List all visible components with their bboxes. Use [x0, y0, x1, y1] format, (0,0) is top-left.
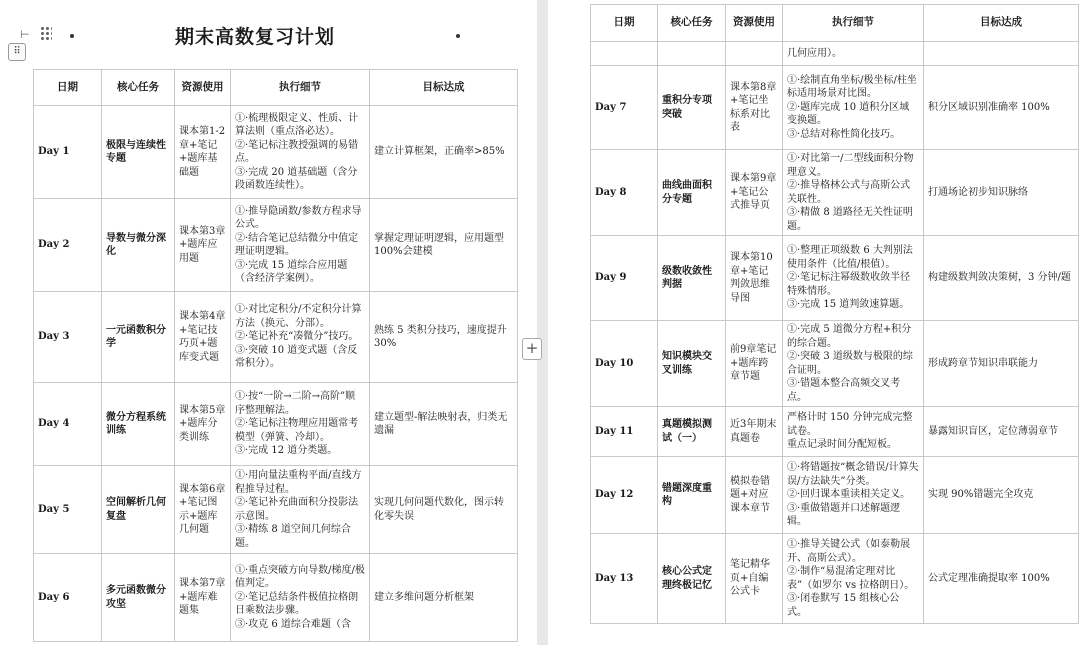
detail-cell[interactable]: [783, 457, 924, 534]
detail-line: ①·完成 5 道微分方程+积分的综合题。: [787, 324, 912, 349]
goal-cell[interactable]: [924, 42, 1079, 66]
header-date: 日期: [34, 70, 102, 106]
resource-cell[interactable]: 课本第5章+题库分类训练: [175, 383, 231, 466]
detail-line: ③·完成 15 道判敛速算题。: [787, 299, 910, 311]
table-move-handle-icon[interactable]: ⠿: [8, 43, 26, 61]
detail-line: ①·推导关键公式（如泰勒展开、高斯公式）。: [787, 539, 911, 564]
day-cell[interactable]: Day 5: [34, 466, 102, 554]
day-cell[interactable]: Day 8: [591, 150, 658, 236]
detail-line: ②·推导格林公式与高斯公式关联性。: [787, 180, 911, 205]
table-row: [34, 106, 518, 199]
detail-line: ②·笔记标注物理应用题常考模型（弹簧、冷却）。: [235, 418, 359, 443]
detail-cell[interactable]: [783, 236, 924, 321]
header-resource: 资源使用: [175, 70, 231, 106]
detail-cell[interactable]: [783, 407, 924, 457]
goal-cell[interactable]: 掌握定理证明逻辑，应用题型 100%会建模: [370, 199, 518, 292]
detail-line: 几何应用）。: [787, 47, 842, 59]
detail-cell[interactable]: [783, 66, 924, 150]
detail-cell[interactable]: [231, 383, 370, 466]
goal-cell[interactable]: 实现几何问题代数化，图示转化零失误: [370, 466, 518, 554]
day-cell[interactable]: Day 3: [34, 292, 102, 383]
title-row: [0, 20, 537, 54]
resource-cell[interactable]: 课本第6章+笔记图示+题库几何题: [175, 466, 231, 554]
study-plan-table-right: [590, 4, 1079, 624]
detail-line: ②·笔记补充“凑微分”技巧。: [235, 331, 359, 343]
resource-cell[interactable]: 课本第3章+题库应用题: [175, 199, 231, 292]
table-body-left: [34, 106, 518, 642]
resource-cell[interactable]: 模拟卷错题+对应课本章节: [726, 457, 783, 534]
table-row: [34, 383, 518, 466]
header-task: 核心任务: [658, 5, 726, 42]
header-resource: 资源使用: [726, 5, 783, 42]
document-page-left: [0, 0, 537, 645]
detail-line: ②·笔记总结条件极值拉格朗日乘数法步骤。: [235, 591, 359, 617]
task-cell[interactable]: 空间解析几何复盘: [102, 466, 175, 554]
header-task: 核心任务: [102, 70, 175, 106]
resource-cell[interactable]: 近3年期末真题卷: [726, 407, 783, 457]
resource-cell[interactable]: 课本第7章+题库难题集: [175, 554, 231, 642]
goal-cell[interactable]: 公式定理准确提取率 100%: [924, 534, 1079, 624]
detail-line: ③·精做 8 道路径无关性证明题。: [787, 207, 913, 232]
detail-line: ①·对比定积分/不定积分计算方法（换元、分部）。: [235, 304, 362, 329]
table-row: [591, 321, 1079, 407]
detail-line: ③·错题本整合高频交叉考点。: [787, 378, 901, 403]
goal-cell[interactable]: 建立多维问题分析框架: [370, 554, 518, 642]
goal-cell[interactable]: 构建级数判敛决策树，3 分钟/题: [924, 236, 1079, 321]
day-cell[interactable]: Day 1: [34, 106, 102, 199]
task-cell[interactable]: 曲线曲面积分专题: [658, 150, 726, 236]
add-table-row-button[interactable]: +: [522, 338, 542, 360]
goal-cell[interactable]: 建立计算框架，正确率>85%: [370, 106, 518, 199]
detail-line: ①·重点突破方向导数/梯度/极值判定。: [235, 564, 365, 590]
detail-cell[interactable]: [231, 554, 370, 642]
task-cell[interactable]: [658, 42, 726, 66]
detail-line: ②·笔记标注幂级数收敛半径特殊情形。: [787, 272, 911, 297]
paragraph-move-handle-icon[interactable]: ⊢: [20, 28, 30, 41]
goal-cell[interactable]: 打通场论初步知识脉络: [924, 150, 1079, 236]
detail-cell[interactable]: [783, 321, 924, 407]
resource-cell[interactable]: 课本第9章+笔记公式推导页: [726, 150, 783, 236]
table-row: [591, 457, 1079, 534]
table-row: [591, 534, 1079, 624]
goal-cell[interactable]: 建立题型-解法映射表，归类无遗漏: [370, 383, 518, 466]
detail-line: ①·按“一阶→二阶→高阶”顺序整理解法。: [235, 391, 356, 416]
day-cell[interactable]: Day 13: [591, 534, 658, 624]
header-goal: 目标达成: [370, 70, 518, 106]
detail-line: ①·对比第一/二型线面积分物理意义。: [787, 153, 914, 178]
task-cell[interactable]: 重积分专项突破: [658, 66, 726, 150]
table-header-row: [34, 70, 518, 106]
detail-line: ②·突破 3 道级数与极限的综合证明。: [787, 351, 913, 376]
goal-cell[interactable]: 形成跨章节知识串联能力: [924, 321, 1079, 407]
table-header-row: [591, 5, 1079, 42]
detail-line: ③·精练 8 道空间几何综合题。: [235, 524, 351, 549]
header-goal: 目标达成: [924, 5, 1079, 42]
detail-line: ①·推导隐函数/参数方程求导公式。: [235, 205, 362, 230]
table-row: [591, 407, 1079, 457]
day-cell[interactable]: Day 4: [34, 383, 102, 466]
goal-cell[interactable]: 暴露知识盲区，定位薄弱章节: [924, 407, 1079, 457]
detail-line: ③·完成 20 道基础题（含分段函数连续性）。: [235, 166, 358, 191]
detail-line: ②·笔记补充曲面积分投影法示意图。: [235, 497, 359, 522]
task-cell[interactable]: 级数收敛性判据: [658, 236, 726, 321]
bullet-dot-icon: [456, 34, 460, 38]
table-row: [34, 554, 518, 642]
detail-line: ②·题库完成 10 道积分区域变换题。: [787, 101, 910, 127]
task-cell[interactable]: 核心公式定理终极记忆: [658, 534, 726, 624]
resource-cell[interactable]: 前9章笔记+题库跨章节题: [726, 321, 783, 407]
study-plan-table-left: [33, 69, 518, 642]
table-row: [591, 236, 1079, 321]
task-cell[interactable]: 错题深度重构: [658, 457, 726, 534]
resource-cell[interactable]: 课本第1-2章+笔记+题库基础题: [175, 106, 231, 199]
header-detail: 执行细节: [231, 70, 370, 106]
bullet-dot-icon: [70, 34, 74, 38]
detail-line: ①·绘制直角坐标/极坐标/柱坐标适用场景对比图。: [787, 74, 917, 100]
detail-line: ②·回归课本重读相关定义。: [787, 489, 911, 501]
detail-cell[interactable]: [783, 534, 924, 624]
page-title: 期末高数复习计划: [175, 26, 336, 48]
day-cell[interactable]: Day 7: [591, 66, 658, 150]
detail-cell[interactable]: [231, 199, 370, 292]
day-cell[interactable]: Day 10: [591, 321, 658, 407]
day-cell[interactable]: Day 11: [591, 407, 658, 457]
goal-cell[interactable]: 熟练 5 类积分技巧，速度提升 30%: [370, 292, 518, 383]
day-cell[interactable]: Day 9: [591, 236, 658, 321]
detail-line: ③·突破 10 道变式题（含反常积分）。: [235, 344, 358, 370]
detail-line: ③·重做错题并口述解题逻辑。: [787, 502, 901, 528]
detail-line: ③·总结对称性简化技巧。: [787, 128, 901, 140]
detail-line: 严格计时 150 分钟完成完整试卷。: [787, 412, 913, 437]
table-row: [34, 199, 518, 292]
detail-line: ①·整理正项级数 6 大判别法使用条件（比值/根值）。: [787, 245, 913, 270]
detail-line: ②·制作“易混淆定理对比表”（如罗尔 vs 拉格朗日）。: [787, 566, 915, 591]
detail-cell[interactable]: [231, 466, 370, 554]
detail-line: ②·笔记标注教授强调的易错点。: [235, 139, 359, 164]
table-row: [591, 42, 1079, 66]
header-detail: 执行细节: [783, 5, 924, 42]
resource-cell[interactable]: [726, 42, 783, 66]
table-row: [34, 292, 518, 383]
goal-cell[interactable]: 实现 90%错题完全攻克: [924, 457, 1079, 534]
detail-cell[interactable]: [783, 150, 924, 236]
detail-line: ③·攻克 6 道综合难题（含: [235, 618, 351, 630]
task-cell[interactable]: 导数与微分深化: [102, 199, 175, 292]
day-cell[interactable]: Day 12: [591, 457, 658, 534]
goal-cell[interactable]: 积分区域识别准确率 100%: [924, 66, 1079, 150]
task-cell[interactable]: 多元函数微分攻坚: [102, 554, 175, 642]
day-cell[interactable]: Day 6: [34, 554, 102, 642]
table-row: [591, 66, 1079, 150]
detail-line: ②·结合笔记总结微分中值定理证明逻辑。: [235, 232, 359, 257]
table-body-right: [591, 42, 1079, 624]
table-row: [591, 150, 1079, 236]
task-cell[interactable]: 一元函数积分学: [102, 292, 175, 383]
task-cell[interactable]: 微分方程系统训练: [102, 383, 175, 466]
drag-grip-icon[interactable]: [40, 26, 52, 42]
day-cell[interactable]: [591, 42, 658, 66]
detail-line: ③·闭卷默写 15 组核心公式。: [787, 593, 900, 618]
detail-line: ③·完成 12 道分类题。: [235, 445, 338, 457]
detail-line: ①·梳理极限定义、性质、计算法则（重点洛必达）。: [235, 112, 359, 137]
task-cell[interactable]: 知识模块交叉训练: [658, 321, 726, 407]
day-cell[interactable]: Day 2: [34, 199, 102, 292]
detail-line: 重点记录时间分配短板。: [787, 439, 897, 451]
table-row: [34, 466, 518, 554]
detail-line: ①·用向量法重构平面/直线方程推导过程。: [235, 470, 362, 495]
detail-cell[interactable]: [783, 42, 924, 66]
header-date: 日期: [591, 5, 658, 42]
resource-cell[interactable]: 课本第4章+笔记技巧页+题库变式题: [175, 292, 231, 383]
detail-line: ①·将错题按“概念错误/计算失误/方法缺失”分类。: [787, 462, 919, 487]
task-cell[interactable]: 真题模拟测试（一）: [658, 407, 726, 457]
resource-cell[interactable]: 笔记精华页+自编公式卡: [726, 534, 783, 624]
resource-cell[interactable]: 课本第8章+笔记坐标系对比表: [726, 66, 783, 150]
detail-line: ③·完成 15 道综合应用题（含经济学案例）。: [235, 259, 348, 284]
detail-cell[interactable]: [231, 292, 370, 383]
resource-cell[interactable]: 课本第10章+笔记判敛思维导图: [726, 236, 783, 321]
task-cell[interactable]: 极限与连续性专题: [102, 106, 175, 199]
detail-cell[interactable]: [231, 106, 370, 199]
